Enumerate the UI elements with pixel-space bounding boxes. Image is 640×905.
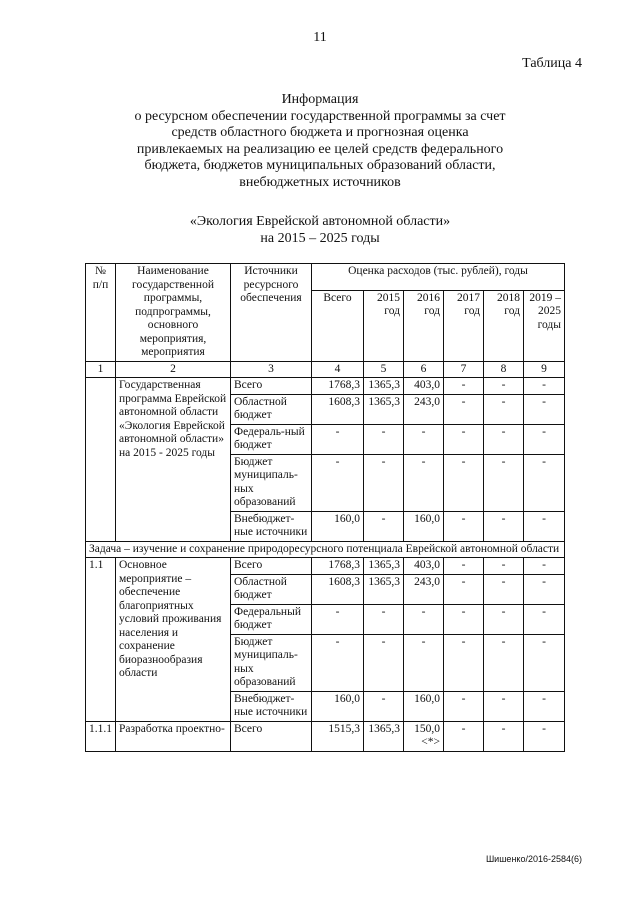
header-estimate: Оценка расходов (тыс. рублей), годы (312, 264, 565, 291)
value-cell: - (444, 634, 484, 691)
value-cell: - (524, 558, 565, 575)
value-cell: 1515,3 (312, 721, 364, 751)
value-cell: - (364, 424, 404, 454)
heading-line: о ресурсном обеспечении государственной программы за счет (134, 108, 506, 124)
value-cell: 1365,3 (364, 574, 404, 604)
col-number: 7 (444, 361, 484, 378)
table-row (86, 378, 565, 395)
value-cell: - (524, 454, 565, 511)
value-cell: - (444, 691, 484, 721)
value-cell: - (484, 558, 524, 575)
value-cell: - (524, 691, 565, 721)
source-cell: Всего (231, 378, 312, 395)
source-cell: Внебюджет-ные источники (231, 511, 312, 541)
value-cell: - (444, 511, 484, 541)
value-cell: - (484, 378, 524, 395)
value-cell: - (444, 604, 484, 634)
source-cell: Бюджет муниципаль-ных образований (231, 634, 312, 691)
value-cell: 1608,3 (312, 394, 364, 424)
col-number: 6 (404, 361, 444, 378)
source-cell: Областной бюджет (231, 394, 312, 424)
value-cell: 1365,3 (364, 558, 404, 575)
value-cell: - (364, 454, 404, 511)
source-cell: Федеральный бюджет (231, 604, 312, 634)
value-cell: - (524, 604, 565, 634)
program-name: Государственная программа Еврейской автономной области «Экология Еврейской автономной области» на 2015 - 2025 годы (116, 378, 231, 542)
value-cell: 160,0 (312, 691, 364, 721)
value-cell: - (312, 454, 364, 511)
task-text: Задача – изучение и сохранение природоресурсного потенциала Еврейской автономной области (86, 541, 565, 558)
source-cell: Бюджет муниципаль-ных образований (231, 454, 312, 511)
header-year: 2019 – 2025 годы (524, 290, 565, 361)
value-cell: - (524, 511, 565, 541)
header-row (86, 264, 565, 291)
col-number: 3 (231, 361, 312, 378)
value-cell: - (524, 634, 565, 691)
value-cell: - (404, 604, 444, 634)
source-cell: Внебюджет-ные источники (231, 691, 312, 721)
column-numbers-row (86, 361, 565, 378)
source-cell: Областной бюджет (231, 574, 312, 604)
value-cell: - (484, 634, 524, 691)
value-cell: 1365,3 (364, 394, 404, 424)
header-year: 2017 год (444, 290, 484, 361)
value-cell: 160,0 (404, 511, 444, 541)
value-cell: - (404, 634, 444, 691)
table-row (86, 721, 565, 751)
source-cell: Всего (231, 721, 312, 751)
program-title: «Экология Еврейской автономной области» (189, 214, 451, 229)
value-cell: - (404, 454, 444, 511)
value-cell: 1365,3 (364, 721, 404, 751)
value-cell: - (364, 634, 404, 691)
value-cell: - (484, 691, 524, 721)
value-cell: - (444, 574, 484, 604)
value-cell: - (484, 604, 524, 634)
value-cell: - (364, 511, 404, 541)
value-cell: - (444, 394, 484, 424)
value-cell: - (484, 511, 524, 541)
value-cell: 1608,3 (312, 574, 364, 604)
sub-num: 1.1.1 (86, 721, 116, 751)
value-cell: 1768,3 (312, 378, 364, 395)
heading-line: Информация (281, 92, 359, 107)
value-cell: - (312, 604, 364, 634)
value-cell: - (524, 721, 565, 751)
value-cell: 403,0 (404, 558, 444, 575)
heading-line: внебюджетных источников (239, 174, 401, 190)
heading-line: средств областного бюджета и прогнозная оценка (171, 125, 469, 140)
header-name: Наименование государственной программы, подпрограммы, основного мероприятия, мероприятия (116, 264, 231, 362)
value-cell: - (364, 691, 404, 721)
value-cell: 160,0 (404, 691, 444, 721)
value-cell: 1365,3 (364, 378, 404, 395)
sub-name: Разработка проектно- (116, 721, 231, 751)
value-cell: - (484, 574, 524, 604)
value-cell: - (484, 394, 524, 424)
value-cell: 1768,3 (312, 558, 364, 575)
header-year: 2018 год (484, 290, 524, 361)
header-total: Всего (312, 290, 364, 361)
col-number: 1 (86, 361, 116, 378)
header-sources: Источники ресурсного обеспечения (231, 264, 312, 362)
col-number: 5 (364, 361, 404, 378)
value-cell: - (444, 378, 484, 395)
table-row (86, 558, 565, 575)
value-cell: - (484, 424, 524, 454)
value-cell: - (524, 574, 565, 604)
value-cell: - (312, 424, 364, 454)
header-num: № п/п (86, 264, 116, 362)
value-cell: - (404, 424, 444, 454)
value-cell: 243,0 (404, 394, 444, 424)
task-row (86, 541, 565, 558)
value-cell: - (524, 378, 565, 395)
program-num-cell (86, 378, 116, 542)
measure-name: Основное мероприятие – обеспечение благоприятных условий проживания населения и сохранение биоразнообразия области (116, 558, 231, 722)
value-cell: 160,0 (312, 511, 364, 541)
heading-line: привлекаемых на реализацию ее целей средств федерального (136, 141, 504, 157)
value-cell: - (312, 634, 364, 691)
resource-table (85, 263, 565, 752)
document-footer: Шишенко/2016-2584(6) (485, 854, 582, 864)
value-cell: 150,0 <*> (404, 721, 444, 751)
measure-num: 1.1 (86, 558, 116, 722)
value-cell: - (524, 424, 565, 454)
value-cell: - (444, 454, 484, 511)
col-number: 2 (116, 361, 231, 378)
value-cell: - (484, 454, 524, 511)
page-number: 11 (313, 30, 327, 45)
value-cell: - (484, 721, 524, 751)
value-cell: - (364, 604, 404, 634)
value-cell: - (444, 424, 484, 454)
col-number: 8 (484, 361, 524, 378)
header-year: 2016 год (404, 290, 444, 361)
source-cell: Федераль-ный бюджет (231, 424, 312, 454)
heading (60, 92, 580, 191)
col-number: 4 (312, 361, 364, 378)
value-cell: - (524, 394, 565, 424)
heading-line: бюджета, бюджетов муниципальных образований области, (144, 158, 496, 173)
col-number: 9 (524, 361, 565, 378)
value-cell: 403,0 (404, 378, 444, 395)
program-title-block (60, 213, 580, 247)
program-period: на 2015 – 2025 годы (260, 231, 380, 246)
value-cell: 243,0 (404, 574, 444, 604)
value-cell: - (444, 721, 484, 751)
header-year: 2015 год (364, 290, 404, 361)
value-cell: - (444, 558, 484, 575)
table-label: Таблица 4 (522, 56, 582, 71)
source-cell: Всего (231, 558, 312, 575)
